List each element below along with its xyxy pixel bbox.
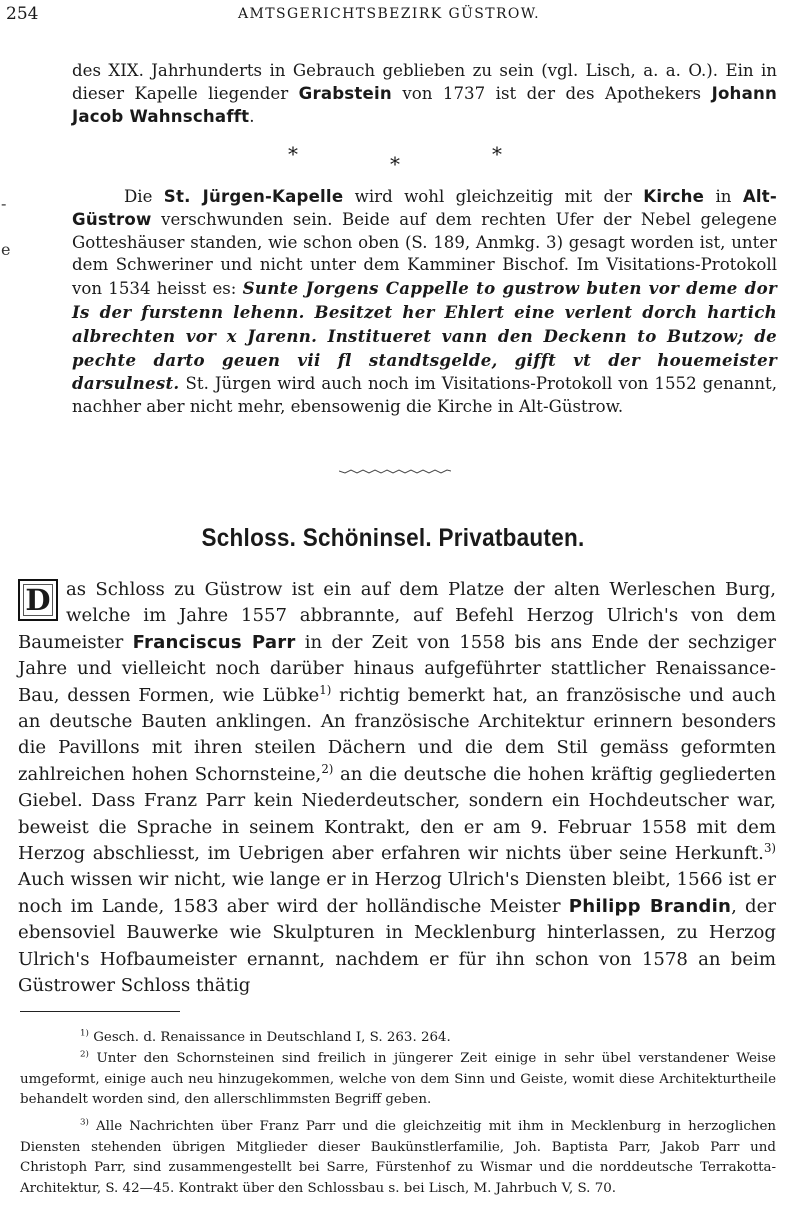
bold-term: Alt-Güstrow bbox=[72, 187, 777, 229]
page-number: 254 bbox=[6, 4, 39, 24]
ornament-divider-icon bbox=[339, 466, 451, 476]
separator-star: * bbox=[390, 152, 400, 176]
paragraph-schloss: D as Schloss zu Güstrow ist ein auf dem Platze der alten Werleschen Burg, welche im Jahre 1557 abbrannte, auf Befehl Herzog Ulrich's von dem Baumeister Franciscus Parr in der Zeit von 1558 bis ans Ende der sechziger Jahre und vielleicht noch darüber hinaus aufgeführter stattlicher Renaissance-Bau, dessen Formen, wie Lübke$^{1)}$ richtig bemerkt hat, an französische und auch an deutsche Bauten anklingen. An französische Architektur erinnern besonders die Pavillons mit ihren steilen Dächern und die dem Stil gemäss geformten zahlreichen hohen Schornsteine,$^{2)}$ an die deutsche die hohen kräftig gegliederten Giebel. Dass Franz Parr kein Niederdeutscher, sondern ein Hochdeutscher war, beweist die Sprache in seinem Kontrakt, den er am 9. Februar 1558 mit dem Herzog abschliesst, im Uebrigen aber erfahren wir nichts über seine Herkunft.$^{3)}$ Auch wissen wir nicht, wie lange er in Herzog Ulrich's Diensten bleibt, 1566 ist er noch im Lande, 1583 aber wird der holländische Meister Philipp Brandin, der ebensoviel Bauwerke wie Skulpturen in Mecklenburg hinterlassen, zu Herzog Ulrich's Hofbaumeister ernannt, nachdem er für ihn schon von 1578 an beim Güstrower Schloss thätig bbox=[18, 579, 777, 997]
separator-star: * bbox=[288, 142, 298, 166]
separator-star: * bbox=[492, 142, 502, 166]
footnote-2: $^{2)}$ Unter den Schornsteinen sind freilich in jüngerer Zeit einige in sehr übel verstandener Weise umgeformt, einige auch neu hinzugekommen, welche von dem Sinn und Geiste, womit diese Architekturtheile behandelt worden sind, den allerschlimmsten Begriff geben. bbox=[20, 1049, 776, 1108]
margin-mark: - bbox=[1, 194, 7, 213]
bold-term: St. Jürgen-Kapelle bbox=[163, 187, 344, 206]
footnote-ref[interactable]: 2) bbox=[321, 761, 334, 776]
footnote-3: $^{3)}$ Alle Nachrichten über Franz Parr und die gleichzeitig mit ihm in Mecklenburg in herzoglichen Diensten stehenden übrigen Mitglieder dieser Baukünstlerfamilie, Joh. Baptista Parr, Jakob Parr und Christoph Parr, sind zusammengestellt bei Sarre, Fürstenhof zu Wismar und die norddeutsche Terrakotta-Architektur, S. 42—45. Kontrakt über den Schlossbau s. bei Lisch, M. Jahrbuch V, S. 70. bbox=[20, 1117, 776, 1196]
margin-mark: e bbox=[1, 240, 11, 259]
footnote-divider bbox=[20, 1011, 180, 1012]
footnote-1: $^{1)}$ Gesch. d. Renaissance in Deutschland I, S. 263. 264. bbox=[80, 1028, 451, 1045]
dropcap-initial: D bbox=[18, 579, 58, 621]
paragraph-wahnschafft: des XIX. Jahrhunderts in Gebrauch geblieben zu sein (vgl. Lisch, a. a. O.). Ein in dieser Kapelle liegender Grabstein von 1737 ist der des Apothekers Johann Jacob Wahnschafft. bbox=[72, 61, 777, 126]
footnote-ref[interactable]: 3) bbox=[763, 841, 776, 856]
page-header bbox=[6, 4, 772, 30]
running-head: AMTSGERICHTSBEZIRK GÜSTROW. bbox=[237, 6, 541, 22]
architect-name: Franciscus Parr bbox=[132, 631, 296, 653]
paragraph-st-juergen: Die St. Jürgen-Kapelle wird wohl gleichzeitig mit der Kirche in Alt-Güstrow verschwunden sein. Beide auf dem rechten Ufer der Nebel gelegene Gotteshäuser standen, wie schon oben (S. 189, Anmkg. 3) gesagt worden ist, unter dem Schweriner und nicht unter dem Kamminer Bischof. Im Visitations-Protokoll von 1534 heisst es: Sunte Jorgens Cappelle to gustrow buten vor deme dor Is der furstenn lehenn. Besitzet her Ehlert eine verlent dorch hartich albrechten vor x Jarenn. Institueret vann den Deckenn to Butzow; de pechte darto geuen vii fl standtsgelde, gifft vt der houemeister darsulnest. St. Jürgen wird auch noch im Visitations-Protokoll von 1552 genannt, nachher aber nicht mehr, ebensowenig die Kirche in Alt-Güstrow. bbox=[72, 187, 777, 417]
bold-term: Grabstein bbox=[298, 83, 392, 103]
footnote-ref[interactable]: 1) bbox=[319, 682, 332, 697]
bold-term: Kirche bbox=[643, 187, 705, 206]
section-title: Schloss. Schöninsel. Privatbauten. bbox=[201, 524, 585, 552]
architect-name: Philipp Brandin bbox=[568, 895, 732, 917]
section-separator bbox=[0, 142, 786, 176]
blackletter-quote: Sunte Jorgens Cappelle to gustrow buten vor deme dor Is der furstenn lehenn. Besitzet her Ehlert eine verlent dorch hartich albrechten vor x Jarenn. Institueret vann den Deckenn to Butzow; de pechte darto geuen vii fl standtsgelde, gifft vt der houemeister darsulnest. bbox=[72, 278, 777, 394]
bold-name: Johann Jacob Wahnschafft bbox=[72, 83, 777, 126]
